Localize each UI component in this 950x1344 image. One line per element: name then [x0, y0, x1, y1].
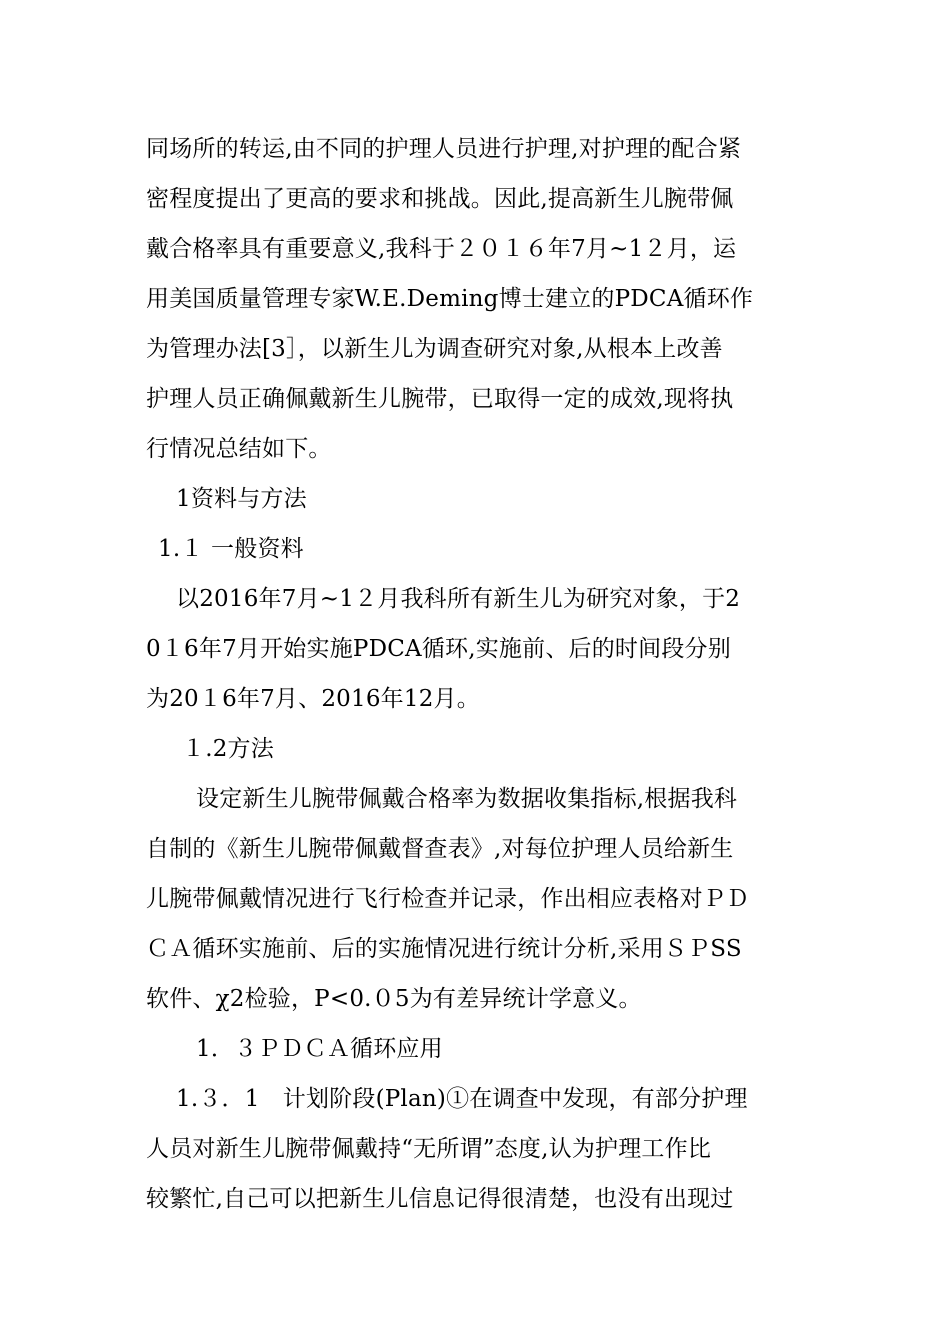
subsection-heading: １.2方法	[182, 736, 274, 762]
paragraph-line: 设定新生儿腕带佩戴合格率为数据收集指标,根据我科	[196, 786, 738, 812]
paragraph-line: 儿腕带佩戴情况进行飞行检查并记录，作出相应表格对ＰＤ	[146, 886, 750, 912]
paragraph-line: 软件、χ2检验，P<0.０5为有差异统计学意义。	[146, 986, 642, 1012]
paragraph-line: 行情况总结如下。	[146, 436, 332, 462]
paragraph-line: 以2016年7月~1２月我科所有新生儿为研究对象，于2	[176, 586, 741, 612]
paragraph-line: ＣＡ循环实施前、后的实施情况进行统计分析,采用ＳＰSS	[146, 936, 742, 962]
body-text	[146, 124, 826, 1224]
paragraph-line: 同场所的转运,由不同的护理人员进行护理,对护理的配合紧	[146, 136, 742, 162]
paragraph-line: 0１6年7月开始实施PDCA循环,实施前、后的时间段分别	[146, 636, 731, 662]
paragraph-line: 自制的《新生儿腕带佩戴督查表》,对每位护理人员给新生	[146, 836, 734, 862]
paragraph-line: 1.３．1 计划阶段(Plan)①在调查中发现，有部分护理	[176, 1086, 748, 1112]
paragraph-line: 护理人员正确佩戴新生儿腕带，已取得一定的成效,现将执	[146, 386, 734, 412]
paragraph-line: 较繁忙,自己可以把新生儿信息记得很清楚，也没有出现过	[146, 1186, 734, 1212]
subsection-heading: 1.１ 一般资料	[158, 536, 304, 562]
paragraph-line: 为管理办法[3］，以新生儿为调查研究对象,从根本上改善	[146, 336, 723, 362]
paragraph-line: 人员对新生儿腕带佩戴持“无所谓”态度,认为护理工作比	[146, 1136, 712, 1162]
paragraph-line: 戴合格率具有重要意义,我科于２０１６年7月~1２月，运	[146, 236, 737, 262]
paragraph-line: 为20１6年7月、2016年12月。	[146, 686, 480, 712]
subsection-heading: 1．３ＰＤＣＡ循环应用	[196, 1036, 443, 1062]
paragraph-line: 用美国质量管理专家W.E.Deming博士建立的PDCA循环作	[146, 286, 754, 312]
paragraph-line: 密程度提出了更高的要求和挑战。因此,提高新生儿腕带佩	[146, 186, 734, 212]
section-heading: 1资料与方法	[176, 486, 307, 512]
